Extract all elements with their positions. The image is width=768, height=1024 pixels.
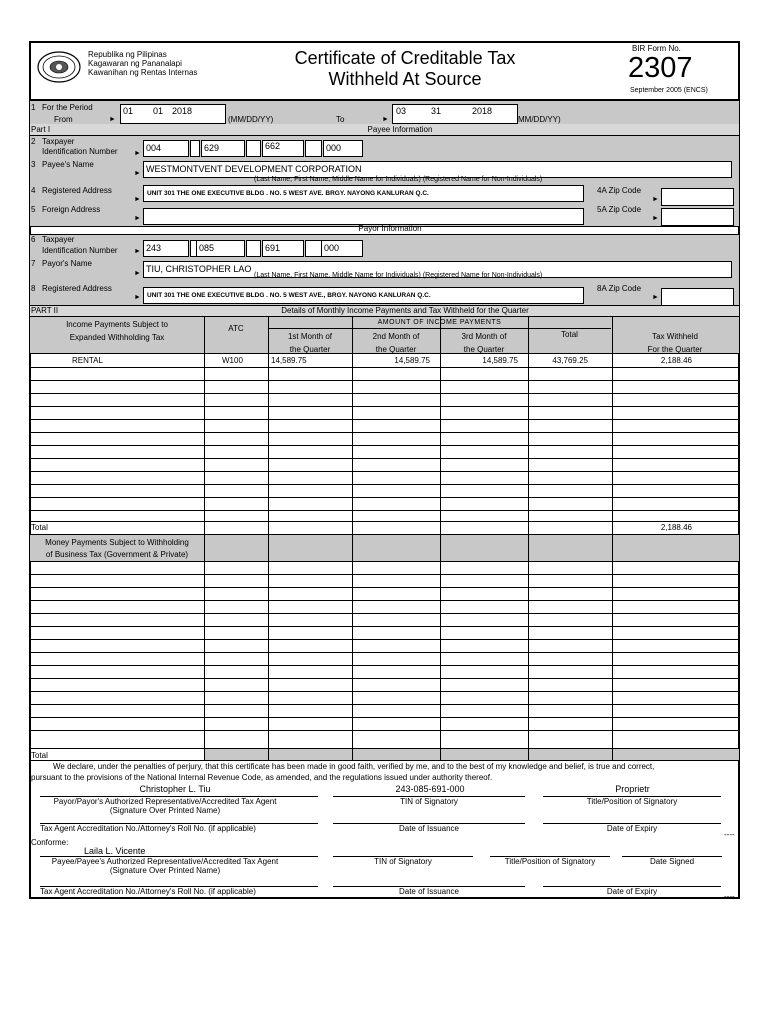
payee-sig-label-1: Payee/Payee's Authorized Representative/Accredited Tax Agent	[51, 857, 279, 866]
col-m2a: 2nd Month of	[372, 332, 420, 341]
grid-line	[30, 445, 739, 446]
part1-title: Payee Information	[367, 125, 433, 134]
arrow-icon: ►	[134, 150, 141, 157]
payee-tin-field-1[interactable]	[143, 140, 189, 157]
arrow-icon: ►	[382, 116, 389, 123]
col-tax-1: Tax Withheld	[652, 332, 698, 341]
grid-line	[30, 353, 739, 354]
grid-line	[440, 534, 441, 760]
declaration-line2: pursuant to the provisions of the National Internal Revenue Code, as amended, and the regulations issued under authority thereof.	[31, 773, 493, 782]
col-atc: ATC	[228, 324, 244, 333]
grid-line	[30, 497, 739, 498]
payee-tin-3: 662	[265, 141, 281, 151]
payor-tin-4: 000	[324, 243, 340, 253]
money-label-2: of Business Tax (Government & Private)	[45, 550, 189, 559]
payor-address-field[interactable]	[143, 287, 584, 304]
grid-line	[30, 587, 739, 588]
from-dd: 01	[153, 106, 164, 116]
payee-tin-field-2[interactable]	[201, 140, 245, 157]
to-yy: 2018	[472, 106, 493, 116]
agency-line2: Kagawaran ng Pananalapi	[88, 59, 182, 68]
foreign-zip-label: 5A Zip Code	[597, 205, 642, 214]
arrow-icon: ►	[134, 294, 141, 301]
grid-line	[30, 704, 739, 705]
payor-tin-label2: Identification Number	[42, 246, 118, 255]
payee-tin-label2: Identification Number	[42, 147, 118, 156]
payee-tin-field-3[interactable]	[262, 140, 304, 157]
form-label: BIR Form No.	[632, 44, 681, 53]
grid-line	[30, 600, 739, 601]
grid-line	[30, 691, 739, 692]
payor-zip-label: 8A Zip Code	[597, 284, 642, 293]
payor-name-label: Payor's Name	[42, 259, 92, 268]
arrow-icon: ►	[652, 196, 659, 203]
issuance-label-2: Date of Issuance	[398, 887, 460, 896]
payee-address: UNIT 301 THE ONE EXECUTIVE BLDG . NO. 5 WEST AVE. BRGY. NAYONG KANLURAN Q.C.	[147, 190, 429, 197]
grid-line	[528, 316, 529, 534]
grid-line	[30, 678, 739, 679]
payee-tin-field-4[interactable]	[323, 140, 363, 157]
title-signatory-label: Title/Position of Signatory	[586, 797, 678, 806]
grid-line	[30, 406, 739, 407]
payor-name-num: 7	[31, 259, 36, 268]
row-m3: 14,589.75	[482, 356, 518, 365]
payor-signature-label	[40, 797, 290, 815]
arrow-icon: ►	[652, 294, 659, 301]
row-m1: 14,589.75	[271, 356, 307, 365]
from-yy: 2018	[172, 106, 193, 116]
grid-line	[30, 748, 739, 749]
col-tax-2: For the Quarter	[647, 345, 703, 354]
payor-tin-field-3[interactable]	[262, 240, 304, 257]
payee-tin-2: 629	[204, 143, 220, 153]
arrow-icon: ►	[134, 215, 141, 222]
money-label	[30, 537, 204, 561]
grid-line	[268, 316, 269, 534]
row-m2: 14,589.75	[394, 356, 430, 365]
row-tax: 2,188.46	[660, 356, 692, 365]
payor-title: Payor Information	[358, 224, 422, 233]
payor-sig-label-2: (Signature Over Printed Name)	[109, 806, 221, 815]
from-mm: 01	[123, 106, 134, 116]
agency-line3: Kawanihan ng Rentas Internas	[88, 68, 198, 77]
grid-line	[440, 316, 441, 534]
arrow-icon: ►	[134, 248, 141, 255]
payor-tin-num: 6	[31, 235, 36, 244]
arrow-icon: ►	[134, 196, 141, 203]
tin-separator	[246, 140, 261, 157]
payor-tin-label1: Taxpayer	[42, 235, 75, 244]
to-mm: 03	[396, 106, 407, 116]
payee-name: WESTMONTVENT DEVELOPMENT CORPORATION	[146, 164, 362, 174]
payee-tin-1: 004	[146, 143, 162, 153]
foreign-addr-label: Foreign Address	[42, 205, 101, 214]
payee-name-num: 3	[31, 160, 36, 169]
money-label-1: Money Payments Subject to Withholding	[45, 538, 189, 547]
payee-tin-label1: Taxpayer	[42, 137, 75, 146]
grid-line	[30, 561, 739, 562]
grid-line	[30, 717, 739, 718]
grid-line	[352, 316, 353, 534]
part1-label: Part I	[31, 125, 51, 134]
grid-line	[30, 432, 739, 433]
grid-line	[612, 534, 613, 760]
payee-sig-label-2: (Signature Over Printed Name)	[109, 866, 221, 875]
to-dd: 31	[431, 106, 442, 116]
grid-line	[30, 510, 739, 511]
form-edition: September 2005 (ENCS)	[630, 87, 708, 94]
foreign-addr-num: 5	[31, 205, 36, 214]
grid-line	[30, 652, 739, 653]
payor-tin-1: 243	[146, 243, 162, 253]
col-m3b: the Quarter	[463, 345, 505, 354]
row-total: 43,769.25	[552, 356, 588, 365]
col-total: Total	[561, 330, 578, 339]
tin-signatory-label: TIN of Signatory	[400, 797, 458, 806]
arrow-icon: ►	[134, 170, 141, 177]
date-signed-label: Date Signed	[649, 857, 695, 866]
payee-tin-num: 2	[31, 137, 36, 146]
col-income-2: Expanded Withholding Tax	[69, 333, 165, 342]
payor-signatory-tin: 243-085-691-000	[395, 784, 465, 794]
row-income: RENTAL	[72, 356, 103, 365]
agency-name	[88, 50, 197, 77]
payee-addr-label: Registered Address	[42, 186, 112, 195]
total-row-shade	[205, 748, 739, 760]
expiry-label-2: Date of Expiry	[606, 887, 658, 896]
to-date-field[interactable]	[392, 104, 518, 124]
grid-line	[30, 626, 739, 627]
arrow-icon: ►	[134, 270, 141, 277]
payor-tin-field-4[interactable]	[321, 240, 363, 257]
grid-line	[352, 534, 353, 760]
foreign-zip-field[interactable]	[661, 208, 734, 226]
dash-mark: ----	[724, 892, 735, 901]
total-tax: 2,188.46	[660, 523, 692, 532]
grid-line	[612, 316, 613, 534]
col-m1b: the Quarter	[289, 345, 331, 354]
payor-addr-label: Registered Address	[42, 284, 112, 293]
payor-address: UNIT 301 THE ONE EXECUTIVE BLDG . NO. 5 WEST AVE., BRGY. NAYONG KANLURAN Q.C.	[147, 292, 431, 299]
issuance-label: Date of Issuance	[398, 824, 460, 833]
payor-addr-num: 8	[31, 284, 36, 293]
grid-line	[30, 484, 739, 485]
col-m2b: the Quarter	[375, 345, 417, 354]
payor-tin-3: 691	[265, 243, 281, 253]
payor-signatory-position: Proprietr	[615, 784, 650, 794]
expiry-label: Date of Expiry	[606, 824, 658, 833]
part2-title: Details of Monthly Income Payments and Tax Withheld for the Quarter	[281, 306, 529, 315]
grid-line	[30, 393, 739, 394]
grid-line	[30, 639, 739, 640]
col-m1a: 1st Month of	[287, 332, 333, 341]
payor-tin-field-1[interactable]	[143, 240, 189, 257]
grid-line	[30, 613, 739, 614]
period-num: 1	[31, 103, 36, 112]
form-number: 2307	[628, 52, 693, 84]
grid-line	[30, 760, 739, 761]
col-income-header	[30, 318, 204, 344]
part2-label: PART II	[31, 306, 59, 315]
arrow-icon: ►	[109, 116, 116, 123]
payee-tin-signatory-label: TIN of Signatory	[374, 857, 432, 866]
col-m3a: 3rd Month of	[461, 332, 507, 341]
grid-line	[30, 730, 739, 731]
grid-line	[30, 380, 739, 381]
payor-tin-2: 085	[199, 243, 215, 253]
grid-line	[30, 665, 739, 666]
dash-mark: ----	[724, 830, 735, 839]
grid-line	[30, 316, 739, 317]
accreditation-label: Tax Agent Accreditation No./Attorney's Roll No. (if applicable)	[40, 824, 256, 833]
payee-tin-4: 000	[326, 143, 342, 153]
payor-name-note: (Last Name, First Name, Middle Name for Individuals) (Registered Name for Non-Individuals)	[254, 272, 543, 279]
payor-tin-field-2[interactable]	[196, 240, 245, 257]
form-title	[250, 48, 560, 90]
grid-line	[30, 534, 739, 535]
foreign-address-field[interactable]	[143, 208, 584, 225]
grid-line	[30, 367, 739, 368]
tin-separator	[305, 140, 322, 157]
payor-name: TIU, CHRISTOPHER LAO	[146, 264, 252, 274]
grid-line	[30, 458, 739, 459]
payee-zip-label: 4A Zip Code	[597, 186, 642, 195]
tin-separator	[246, 240, 261, 257]
payor-sig-label-1: Payor/Payor's Authorized Representative/Accredited Tax Agent	[53, 797, 277, 806]
grid-line	[528, 534, 529, 760]
payor-signature-name: Christopher L. Tiu	[139, 784, 211, 794]
agency-line1: Republika ng Pilipinas	[88, 50, 167, 59]
from-format: (MM/DD/YY)	[228, 115, 274, 124]
tin-separator	[305, 240, 322, 257]
conforme-label: Conforme:	[31, 838, 69, 847]
title-line2: Withheld At Source	[328, 69, 482, 89]
row-atc: W100	[222, 356, 243, 365]
payee-address-field[interactable]	[143, 185, 584, 202]
payee-title-signatory-label: Title/Position of Signatory	[504, 857, 596, 866]
total-label: Total	[31, 523, 48, 532]
payor-zip-field[interactable]	[661, 288, 734, 306]
payee-zip-field[interactable]	[661, 188, 734, 206]
grid-line	[30, 471, 739, 472]
to-format: MM/DD/YY)	[518, 115, 561, 124]
payee-signature-label	[40, 857, 290, 875]
col-amount: AMOUNT OF INCOME PAYMENTS	[377, 319, 502, 326]
title-line1: Certificate of Creditable Tax	[294, 48, 516, 68]
grid-line	[204, 316, 205, 534]
declaration-line1: We declare, under the penalties of perjury, that this certificate has been made in good faith, verified by me, and to the best of my knowledge and belief, is true and correct,	[53, 762, 655, 771]
total-label-2: Total	[31, 751, 48, 760]
bir-seal-logo	[36, 50, 82, 84]
payee-name-note: (Last Name, First Name, Middle Name for Individuals) (Registered Name for Non-Individuals)	[254, 176, 543, 183]
grid-line	[268, 534, 269, 760]
tin-separator	[190, 140, 200, 157]
grid-line	[30, 419, 739, 420]
accreditation-label-2: Tax Agent Accreditation No./Attorney's Roll No. (if applicable)	[40, 887, 256, 896]
period-label: For the Period	[42, 103, 93, 112]
grid-line	[30, 574, 739, 575]
from-label: From	[54, 115, 73, 124]
to-label: To	[336, 115, 345, 124]
grid-line	[30, 521, 739, 522]
grid-line	[204, 534, 205, 760]
payee-name-label: Payee's Name	[42, 160, 94, 169]
payee-addr-num: 4	[31, 186, 36, 195]
payee-signature-name: Laila L. Vicente	[84, 846, 146, 856]
arrow-icon: ►	[652, 215, 659, 222]
col-income-1: Income Payments Subject to	[66, 320, 168, 329]
